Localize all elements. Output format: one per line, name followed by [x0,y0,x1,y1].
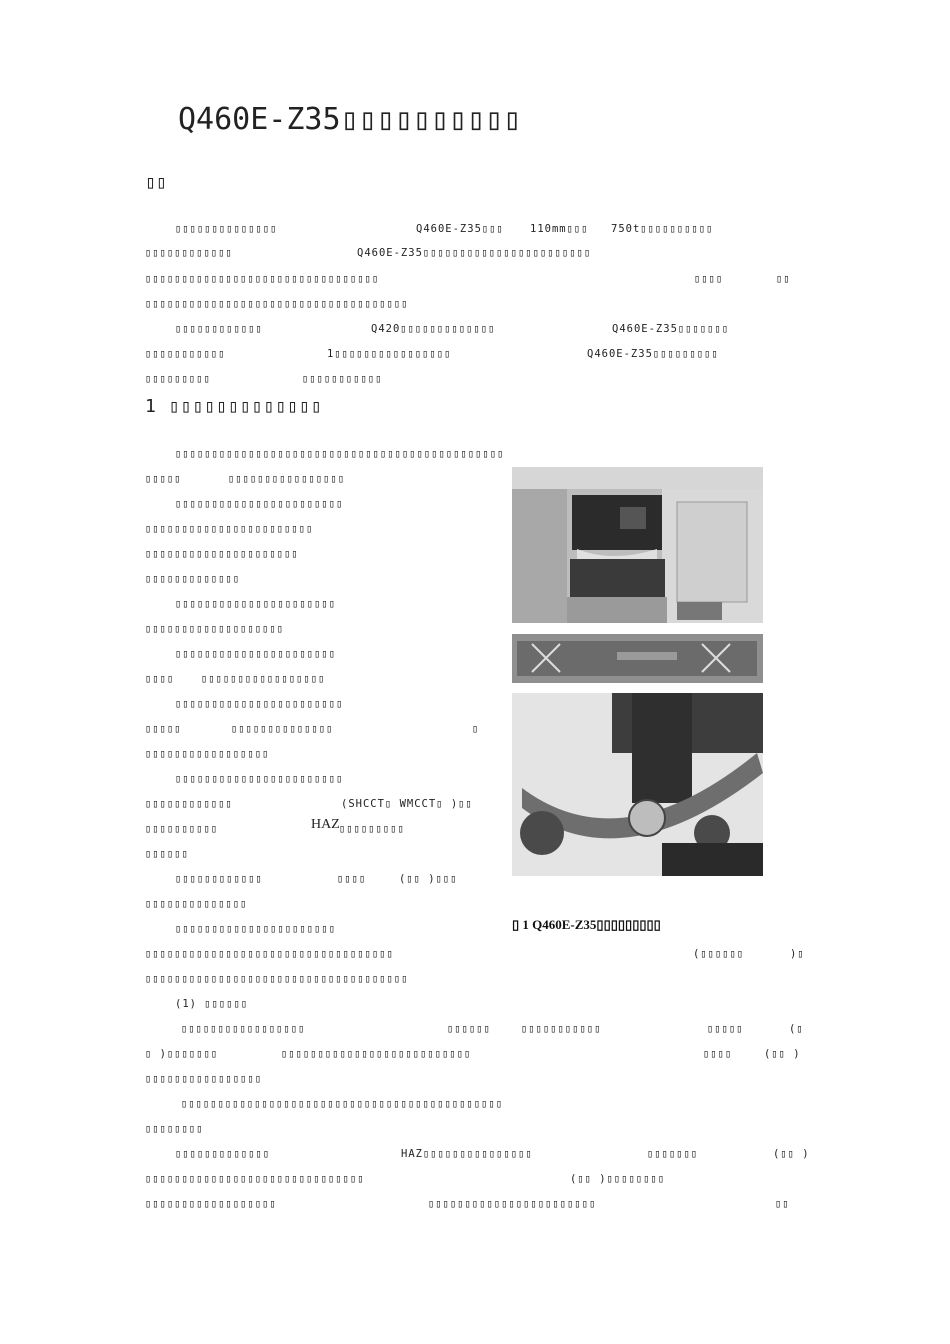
text-fragment: ▯▯▯▯▯▯▯▯▯▯▯▯▯▯▯▯▯▯▯▯▯▯▯▯▯▯▯▯▯▯▯▯▯▯▯▯ [145,973,409,985]
text-fragment: ▯▯▯▯▯ [707,1023,744,1035]
text-fragment: ▯▯▯▯▯▯▯▯▯▯▯▯▯▯▯▯ [228,473,346,485]
text-fragment: ▯▯▯▯▯▯▯▯▯▯▯▯▯ [145,573,241,585]
text-fragment: ▯▯▯▯ [694,273,724,285]
text-fragment: ▯▯▯▯▯▯▯▯▯▯▯▯▯▯ [175,223,278,235]
text-fragment: ▯▯▯▯▯▯▯▯▯▯▯▯ [175,323,263,335]
text-fragment: 110mm▯▯▯ [530,223,589,235]
text-fragment: ▯▯ [776,273,791,285]
text-fragment: 750t▯▯▯▯▯▯▯▯▯▯ [611,223,714,235]
text-fragment: ▯▯▯▯▯▯▯▯▯▯▯▯▯▯▯▯▯▯▯▯▯▯▯ [145,523,314,535]
text-fragment: ▯▯▯▯▯▯▯▯▯▯▯ [302,373,383,385]
text-fragment: HAZ▯▯▯▯▯▯▯▯▯▯▯▯▯▯▯ [401,1148,533,1160]
text-fragment: ▯▯▯▯▯▯▯▯▯▯▯▯▯▯▯▯▯▯▯▯▯▯ [175,648,337,660]
text-fragment: 1▯▯▯▯▯▯▯▯▯▯▯▯▯▯▯▯ [327,348,452,360]
text-fragment: )▯ [790,948,805,960]
text-fragment: ▯▯▯▯▯▯▯▯▯▯▯▯ [145,798,233,810]
text-fragment: ▯ )▯▯▯▯▯▯▯ [145,1048,219,1060]
text-fragment: (▯▯ ) [764,1048,801,1060]
text-fragment: (▯ [789,1023,804,1035]
figure-photo-specimen [512,634,763,683]
text-fragment: ▯▯▯▯▯▯▯▯▯▯▯▯▯▯▯▯▯▯▯▯▯▯▯▯▯▯▯▯▯▯ [145,1173,365,1185]
text-fragment: ▯▯▯▯▯▯▯▯▯▯▯▯▯▯▯▯▯▯▯▯▯▯▯▯▯▯▯▯▯▯▯▯▯▯▯▯▯▯▯▯▯▯▯▯ [181,1098,504,1110]
text-fragment: HAZ [311,817,340,832]
text-fragment: ▯▯▯▯▯▯▯▯▯▯▯▯ [175,873,263,885]
text-fragment: Q460E-Z35▯▯▯ [416,223,504,235]
text-fragment: ▯▯▯▯ [337,873,367,885]
text-fragment: ▯▯▯▯▯▯▯▯▯▯▯▯▯▯▯▯▯▯▯▯▯▯▯▯▯▯▯▯▯▯▯▯▯▯ [145,948,394,960]
text-fragment: ▯▯▯▯▯▯▯▯▯ [339,823,405,835]
text-fragment: ▯▯▯▯▯▯▯▯▯▯▯▯▯▯▯▯▯▯▯▯▯▯▯▯▯▯▯▯▯▯▯▯ [145,273,380,285]
text-fragment: ▯▯▯▯▯▯ [145,848,189,860]
text-fragment: ▯▯▯▯▯▯▯▯▯▯ [145,823,219,835]
text-fragment: ▯▯▯▯▯ [145,473,182,485]
abstract-heading: ▯▯ [145,172,167,193]
text-fragment: (SHCCT▯ WMCCT▯ )▯▯ [341,798,473,810]
text-fragment: ▯▯▯▯▯▯▯▯▯▯▯▯▯▯▯▯▯▯▯▯▯▯ [175,598,337,610]
text-fragment: ▯▯▯▯▯▯▯▯▯▯▯▯▯▯▯▯▯▯▯▯▯▯▯▯▯▯▯▯▯▯▯▯▯▯▯▯ [145,298,409,310]
text-fragment: ▯▯▯▯ [145,673,175,685]
text-fragment: Q420▯▯▯▯▯▯▯▯▯▯▯▯▯ [371,323,496,335]
document-title: Q460E-Z35▯▯▯▯▯▯▯▯▯▯ [178,102,522,137]
text-fragment: ▯▯▯▯▯▯ [447,1023,491,1035]
text-fragment: ▯ [472,723,480,735]
text-fragment: ▯▯▯▯▯▯▯▯▯▯▯▯ [145,247,233,259]
text-fragment: ▯▯▯▯▯▯▯▯▯▯▯▯▯▯▯▯▯▯▯▯▯▯▯ [175,773,344,785]
text-fragment: ▯▯▯▯▯▯▯▯▯▯▯▯▯▯▯▯▯ [201,673,326,685]
text-fragment: ▯▯▯▯▯▯▯▯▯▯▯▯▯▯▯▯▯▯▯▯▯▯▯▯▯▯ [281,1048,472,1060]
text-fragment: ▯▯▯▯▯▯▯▯▯▯▯▯▯▯▯▯▯▯▯▯▯▯▯ [175,498,344,510]
text-fragment: ▯▯▯▯▯▯▯▯▯▯▯▯▯▯▯▯▯▯▯▯▯ [145,548,299,560]
text-fragment: Q460E-Z35▯▯▯▯▯▯▯ [612,323,730,335]
figure-caption: ▯ 1 Q460E-Z35▯▯▯▯▯▯▯▯▯ [512,917,661,932]
figure-photo-bend-test-machine [512,467,763,623]
text-fragment: ▯▯▯▯▯▯▯▯▯▯▯▯▯▯▯▯▯ [181,1023,306,1035]
text-fragment: (▯▯ )▯▯▯ [399,873,458,885]
text-fragment: (▯▯▯▯▯▯ [693,948,745,960]
text-fragment: ▯▯▯▯▯▯▯▯▯▯▯▯▯▯▯▯▯▯ [145,1198,277,1210]
figure-photo-bent-plate [512,693,763,876]
text-fragment: ▯▯▯▯▯▯▯▯▯▯▯▯▯▯▯▯ [145,1073,263,1085]
text-fragment: ▯▯▯▯▯▯▯▯▯▯▯ [521,1023,602,1035]
text-fragment: ▯▯▯▯▯▯▯▯▯▯▯▯▯▯▯▯▯▯▯ [145,623,285,635]
text-fragment: ▯▯▯▯▯▯▯▯▯▯▯▯▯▯ [145,898,248,910]
text-fragment: ▯▯ [775,1198,790,1210]
text-fragment: ▯▯▯▯▯▯▯▯▯▯▯▯▯▯▯▯▯ [145,748,270,760]
text-fragment: ▯▯▯▯▯▯▯▯▯▯▯▯▯▯▯▯▯▯▯▯▯▯▯▯▯▯▯▯▯▯▯▯▯▯▯▯▯▯▯▯▯▯▯▯▯ [175,448,505,460]
text-fragment: ▯▯▯▯▯▯▯▯ [145,1123,204,1135]
text-fragment: ▯▯▯▯ [703,1048,733,1060]
text-fragment: ▯▯▯▯▯▯▯▯▯▯▯ [145,348,226,360]
text-fragment: ▯▯▯▯▯ [145,723,182,735]
text-fragment: ▯▯▯▯▯▯▯▯▯▯▯▯▯▯▯▯▯▯▯▯▯▯ [175,923,337,935]
text-fragment: (▯▯ ) [773,1148,810,1160]
text-fragment: ▯▯▯▯▯▯▯▯▯▯▯▯▯ [175,1148,271,1160]
text-fragment: ▯▯▯▯▯▯▯▯▯▯▯▯▯▯▯▯▯▯▯▯▯▯▯ [428,1198,597,1210]
text-fragment: Q460E-Z35▯▯▯▯▯▯▯▯▯▯▯▯▯▯▯▯▯▯▯▯▯▯▯ [357,247,592,259]
text-fragment: ▯▯▯▯▯▯▯ [647,1148,699,1160]
text-fragment: ▯▯▯▯▯▯▯▯▯▯▯▯▯▯▯▯▯▯▯▯▯▯▯ [175,698,344,710]
text-fragment: (▯▯ )▯▯▯▯▯▯▯▯ [570,1173,666,1185]
text-fragment: (1) ▯▯▯▯▯▯ [175,998,249,1010]
text-fragment: ▯▯▯▯▯▯▯▯▯▯▯▯▯▯ [231,723,334,735]
text-fragment: ▯▯▯▯▯▯▯▯▯ [145,373,211,385]
text-fragment: Q460E-Z35▯▯▯▯▯▯▯▯▯ [587,348,719,360]
section-heading: 1 ▯▯▯▯▯▯▯▯▯▯▯▯▯ [145,396,323,417]
